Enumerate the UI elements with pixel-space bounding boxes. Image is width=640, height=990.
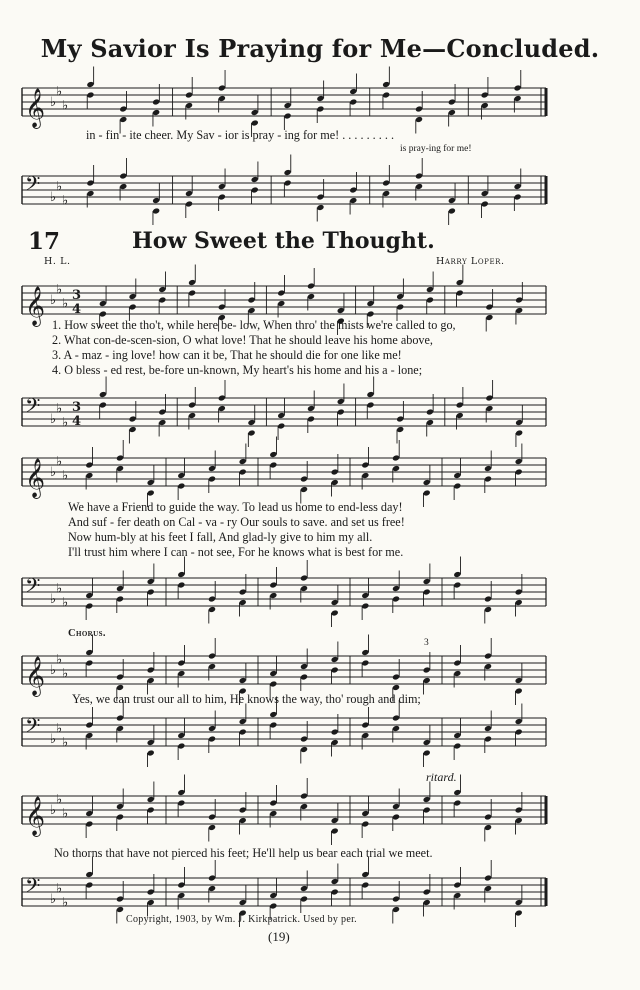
hymn-number: 17 xyxy=(28,228,61,255)
staff-system-2-bass xyxy=(0,392,640,432)
verse-1-line-b: We have a Friend to guide the way. To lead us home to end-less day! xyxy=(68,500,403,514)
page-title-concluded: My Savior Is Praying for Me—Concluded. xyxy=(40,34,600,63)
time-signature-bottom: 4 xyxy=(72,414,82,429)
flat-icon: ♭ xyxy=(50,732,57,747)
staff-system-5-bass xyxy=(0,872,640,912)
treble-clef-icon: 𝄞 xyxy=(25,656,46,696)
copyright-notice: Copyright, 1903, by Wm. J. Kirkpatrick. Used by per. xyxy=(126,914,357,925)
flat-icon: ♭ xyxy=(56,454,63,470)
flat-icon: ♭ xyxy=(50,293,57,308)
bass-clef-icon: 𝄢 xyxy=(25,714,41,742)
page-number: (19) xyxy=(268,929,290,944)
staff-system-1-bass xyxy=(0,170,640,210)
staff-system-3-treble xyxy=(0,452,640,498)
flat-icon: ♭ xyxy=(56,401,63,417)
composer-credit: Harry Loper. xyxy=(436,256,505,267)
flat-icon: ♭ xyxy=(62,468,69,484)
staff-system-4-treble xyxy=(0,650,640,696)
flat-icon: ♭ xyxy=(50,592,57,607)
treble-clef-icon: 𝄞 xyxy=(25,796,46,836)
flat-icon: ♭ xyxy=(50,190,57,205)
staff-system-1-treble xyxy=(0,82,640,128)
staff-system-4-bass xyxy=(0,712,640,752)
flat-icon: ♭ xyxy=(62,735,69,751)
flat-icon: ♭ xyxy=(50,663,57,678)
lyric-line-echo: is pray-ing for me! xyxy=(400,144,472,154)
triplet-mark: 3 xyxy=(424,638,429,648)
verse-1-line-a: 1. How sweet the tho't, while here be- low, When thro' the mists we're called to go, xyxy=(52,318,456,332)
time-signature-top: 3 xyxy=(72,288,82,303)
chorus-label: Chorus. xyxy=(68,628,106,639)
treble-clef-icon: 𝄞 xyxy=(25,458,46,498)
ritard-mark: ritard. xyxy=(426,770,457,784)
treble-clef-icon: 𝄞 xyxy=(25,88,46,128)
treble-clef-icon: 𝄞 xyxy=(25,286,46,326)
flat-icon: ♭ xyxy=(50,892,57,907)
flat-icon: ♭ xyxy=(62,98,69,114)
verse-3-line-a: 3. A - maz - ing love! how can it be, That he should die for one like me! xyxy=(52,348,402,362)
flat-icon: ♭ xyxy=(56,721,63,737)
bass-clef-icon: 𝄢 xyxy=(25,394,41,422)
flat-icon: ♭ xyxy=(62,895,69,911)
flat-icon: ♭ xyxy=(62,296,69,312)
time-signature-bottom: 4 xyxy=(72,302,82,317)
verse-3-line-b: Now hum-bly at his feet I fall, And glad-ly give to him my all. xyxy=(68,530,373,544)
hymn-title: How Sweet the Thought. xyxy=(132,228,435,254)
verse-4-line-a: 4. O bless - ed rest, be-fore un-known, My heart's his home and his a - lone; xyxy=(52,363,423,377)
flat-icon: ♭ xyxy=(56,792,63,808)
lyric-line-concluded: in - fin - ite cheer. My Sav - ior is pray - ing for me! . . . . . . . . . xyxy=(86,128,395,142)
flat-icon: ♭ xyxy=(62,806,69,822)
flat-icon: ♭ xyxy=(62,666,69,682)
flat-icon: ♭ xyxy=(50,465,57,480)
flat-icon: ♭ xyxy=(50,95,57,110)
flat-icon: ♭ xyxy=(50,412,57,427)
bass-clef-icon: 𝄢 xyxy=(25,172,41,200)
flat-icon: ♭ xyxy=(62,415,69,431)
verse-4-line-b: I'll trust him where I can - not see, For he knows what is best for me. xyxy=(68,545,404,559)
flat-icon: ♭ xyxy=(56,84,63,100)
verse-2-line-a: 2. What con-de-scen-sion, O what love! That he should leave his home above, xyxy=(52,333,433,347)
flat-icon: ♭ xyxy=(56,581,63,597)
flat-icon: ♭ xyxy=(50,803,57,818)
chorus-line-1: Yes, we can trust our all to him, He knows the way, tho' rough and dim; xyxy=(72,692,421,706)
flat-icon: ♭ xyxy=(62,193,69,209)
verse-2-line-b: And suf - fer death on Cal - va - ry Our souls to save. and set us free! xyxy=(68,515,405,529)
flat-icon: ♭ xyxy=(56,179,63,195)
flat-icon: ♭ xyxy=(56,282,63,298)
time-signature-top: 3 xyxy=(72,400,82,415)
bass-clef-icon: 𝄢 xyxy=(25,574,41,602)
staff-system-5-treble xyxy=(0,790,640,836)
chorus-line-2: No thorns that have not pierced his feet; He'll help us bear each trial we meet. xyxy=(54,846,433,860)
lyricist-credit: H. L. xyxy=(44,256,71,267)
bass-clef-icon: 𝄢 xyxy=(25,874,41,902)
flat-icon: ♭ xyxy=(56,652,63,668)
staff-system-3-bass xyxy=(0,572,640,612)
flat-icon: ♭ xyxy=(56,881,63,897)
flat-icon: ♭ xyxy=(62,595,69,611)
